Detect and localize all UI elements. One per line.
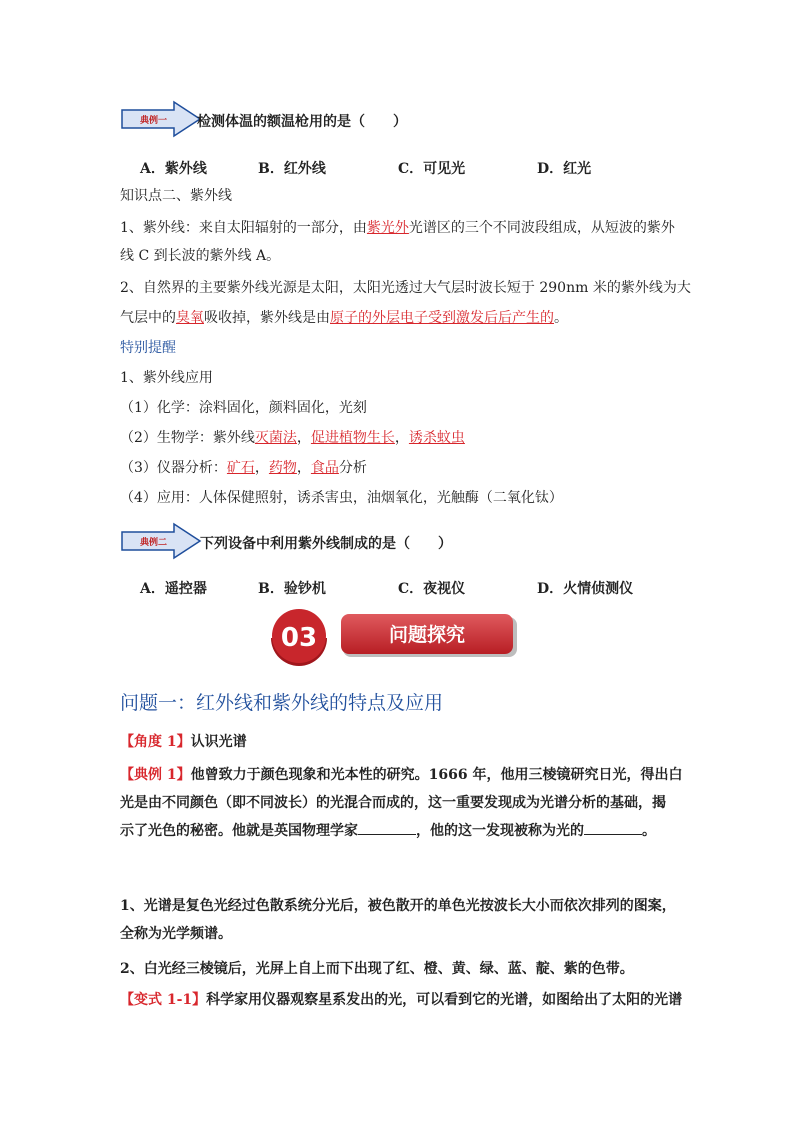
spectrum-note-2: 2、白光经三棱镜后，光屏上自上而下出现了红、橙、黄、绿、蓝、靛、紫的色带。 xyxy=(120,961,634,977)
example-one-badge-label: 典例一 xyxy=(140,116,168,126)
knowledge-point-paragraph-1-cont: 线 C 到长波的紫外线 A。 xyxy=(120,248,281,264)
spectrum-note-1: 1、光谱是复色光经过色散系统分光后，被色散开的单色光按波长大小而依次排列的图案， 全称为光学频谱。 xyxy=(120,898,676,942)
answer-blank-1[interactable] xyxy=(358,822,416,835)
special-tip-item-3: （3）仪器分析：矿石，药物，食品分析 xyxy=(120,460,367,476)
example-one-option-b: B．红外线 xyxy=(258,161,326,177)
example-one-option-a: A．紫外线 xyxy=(140,161,207,177)
example-two-option-b: B．验钞机 xyxy=(258,581,326,597)
problem-title: 问题一：红外线和紫外线的特点及应用 xyxy=(120,692,444,714)
variant-label: 【变式 1-1】 xyxy=(120,992,207,1008)
knowledge-point-paragraph-1: 1、紫外线：来自太阳辐射的一部分，由紫光外光谱区的三个不同波段组成，从短波的紫外 xyxy=(120,220,675,236)
example-one-badge-arrow xyxy=(118,100,202,138)
example-two-question: 下列设备中利用紫外线制成的是（ ） xyxy=(200,536,452,552)
example-two-option-c: C．夜视仪 xyxy=(398,581,466,597)
special-tip-item-2: （2）生物学：紫外线灭菌法，促进植物生长，诱杀蚊虫 xyxy=(120,430,465,446)
underlined-term: 紫光外 xyxy=(366,220,409,236)
example-two-option-a: A．遥控器 xyxy=(140,581,207,597)
special-tip-item-4: （4）应用：人体保健照射，诱杀害虫，油烟氧化，光触酶（二氧化钛） xyxy=(120,490,563,506)
example-1-paragraph: 【典例 1】他曾致力于颜色现象和光本性的研究。1666 年，他用三棱镜研究日光，得出白 光是由不同颜色（即不同波长）的光混合而成的，这一重要发现成为光谱分析的基础，揭 示了光色的秘密。他就是英国物理学家 ，他的这一发现被称为光的 。 xyxy=(120,767,683,839)
example-1-label: 【典例 1】 xyxy=(120,767,191,783)
example-two-option-d: D．火情侦测仪 xyxy=(537,581,634,597)
example-one-question: 检测体温的额温枪用的是（ ） xyxy=(197,114,407,130)
section-banner xyxy=(265,608,520,666)
angle-heading: 【角度 1】认识光谱 xyxy=(120,734,247,750)
example-one-option-c: C．可见光 xyxy=(398,161,466,177)
section-number: 03 xyxy=(280,623,318,653)
knowledge-point-paragraph-2-cont: 气层中的臭氧吸收掉，紫外线是由原子的外层电子受到激发后后产生的。 xyxy=(120,310,568,326)
example-two-badge-label: 典例二 xyxy=(140,538,168,548)
special-tip-heading: 特别提醒 xyxy=(120,340,176,356)
knowledge-point-heading: 知识点二、紫外线 xyxy=(120,188,232,204)
section-title: 问题探究 xyxy=(388,624,466,646)
special-tip-subheading: 1、紫外线应用 xyxy=(120,370,213,386)
answer-blank-2[interactable] xyxy=(584,822,642,835)
example-two-badge-arrow xyxy=(118,522,202,560)
variant-1-1: 【变式 1-1】科学家用仪器观察星系发出的光，可以看到它的光谱，如图给出了太阳的光谱 xyxy=(120,992,683,1008)
special-tip-item-1: （1）化学：涂料固化，颜料固化，光刻 xyxy=(120,400,367,416)
knowledge-point-paragraph-2: 2、自然界的主要紫外线光源是太阳，太阳光透过大气层时波长短于 290nm 米的紫外线为大 xyxy=(120,280,691,296)
example-one-option-d: D．红光 xyxy=(537,161,592,177)
